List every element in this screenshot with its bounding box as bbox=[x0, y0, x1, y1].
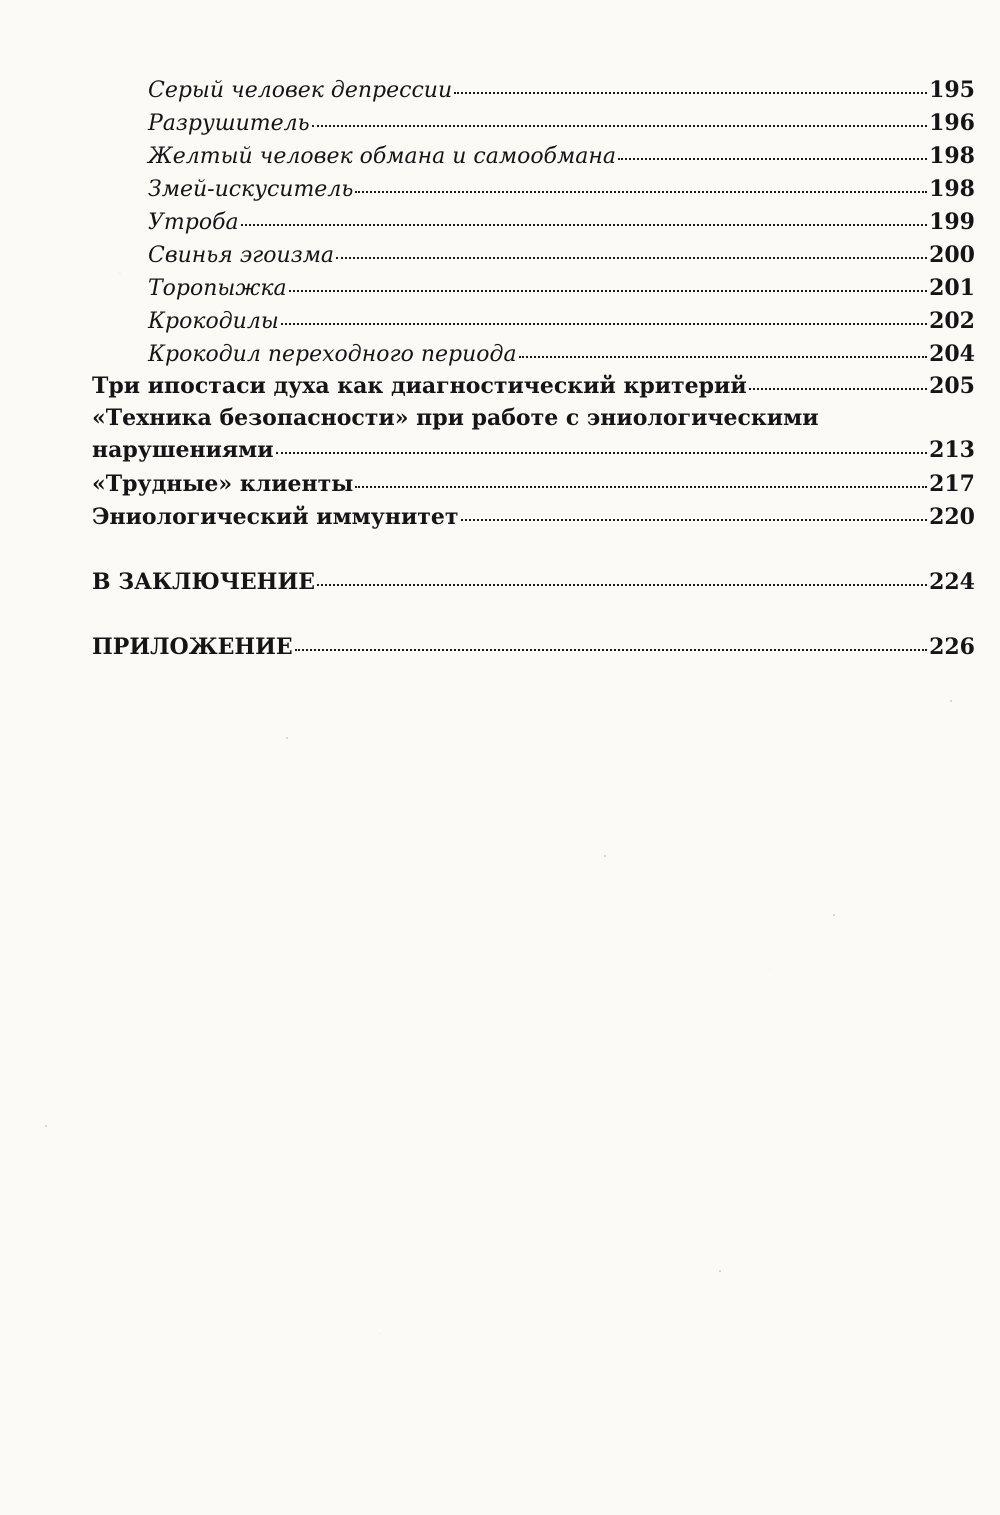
toc-entry[interactable] bbox=[92, 470, 975, 499]
toc-entry-title-line2: нарушениями bbox=[92, 437, 274, 463]
toc-entry-page: 204 bbox=[929, 341, 975, 367]
toc-entry[interactable] bbox=[148, 307, 975, 336]
dot-leader bbox=[461, 518, 928, 521]
toc-section[interactable] bbox=[92, 568, 975, 597]
toc-entry-title: Разрушитель bbox=[148, 111, 310, 136]
toc-entry-title: Серый человек депрессии bbox=[148, 78, 453, 103]
toc-entry[interactable] bbox=[148, 208, 975, 237]
dot-leader bbox=[519, 355, 927, 358]
toc-entry[interactable] bbox=[148, 274, 975, 303]
scan-speck bbox=[950, 700, 952, 702]
toc-entry[interactable] bbox=[148, 340, 975, 369]
dot-leader bbox=[317, 583, 927, 586]
dot-leader bbox=[454, 91, 927, 94]
toc-entry-title: Три ипостаси духа как диагностический критерий bbox=[92, 373, 747, 399]
toc-entry[interactable] bbox=[148, 142, 975, 171]
dot-leader bbox=[289, 289, 927, 292]
toc-entry-page: 198 bbox=[929, 143, 975, 169]
dot-leader bbox=[295, 648, 927, 651]
scan-speck bbox=[45, 1125, 47, 1127]
toc-entry-page: 200 bbox=[929, 242, 975, 268]
dot-leader bbox=[355, 485, 927, 488]
scan-speck bbox=[286, 737, 288, 739]
toc-entry-page: 199 bbox=[929, 209, 975, 235]
toc-entry-title: Утроба bbox=[148, 210, 239, 235]
scan-speck bbox=[604, 855, 606, 857]
dot-leader bbox=[276, 451, 927, 454]
dot-leader bbox=[618, 157, 927, 160]
toc-entry-title: Торопыжка bbox=[148, 276, 287, 301]
toc-entry-page: 205 bbox=[929, 373, 975, 399]
toc-entry-title: Крокодилы bbox=[148, 309, 279, 334]
toc-section-title: ПРИЛОЖЕНИЕ bbox=[92, 634, 293, 660]
toc-entry-page: 213 bbox=[929, 437, 975, 463]
toc-entry[interactable] bbox=[92, 436, 975, 465]
toc-entry[interactable] bbox=[92, 372, 975, 401]
toc-entry-page: 220 bbox=[929, 504, 975, 530]
toc-entry[interactable] bbox=[148, 76, 975, 105]
toc-entry-title: Эниологический иммунитет bbox=[92, 504, 459, 530]
dot-leader bbox=[355, 190, 927, 193]
toc-entry-page: 195 bbox=[929, 77, 975, 103]
dot-leader bbox=[749, 387, 927, 390]
toc-entry[interactable] bbox=[148, 241, 975, 270]
dot-leader bbox=[241, 223, 927, 226]
toc-entry-title: Желтый человек обмана и самообмана bbox=[148, 144, 616, 169]
dot-leader bbox=[281, 322, 927, 325]
toc-entry-page: 202 bbox=[929, 308, 975, 334]
toc-entry[interactable] bbox=[92, 503, 975, 532]
toc-section[interactable] bbox=[92, 633, 975, 662]
toc-entry[interactable] bbox=[148, 175, 975, 204]
toc-entry-title: Свинья эгоизма bbox=[148, 243, 335, 268]
toc-entry-page: 201 bbox=[929, 275, 975, 301]
scan-speck bbox=[833, 914, 835, 916]
toc-section-title: В ЗАКЛЮЧЕНИЕ bbox=[92, 569, 316, 595]
scan-speck bbox=[719, 1270, 721, 1272]
toc-entry-title: Крокодил переходного периода bbox=[148, 342, 517, 367]
toc-entry-title: «Трудные» клиенты bbox=[92, 471, 354, 497]
dot-leader bbox=[336, 256, 927, 259]
toc-section-page: 224 bbox=[929, 569, 975, 595]
toc-entry-title-line1[interactable]: «Техника безопасности» при работе с эниологическими bbox=[92, 405, 819, 431]
toc-entry-page: 198 bbox=[929, 176, 975, 202]
dot-leader bbox=[312, 124, 927, 127]
toc-entry[interactable] bbox=[148, 109, 975, 138]
toc-entry-page: 217 bbox=[929, 471, 975, 497]
toc-entry-title: Змей-искуситель bbox=[148, 177, 354, 202]
toc-entry-page: 196 bbox=[929, 110, 975, 136]
toc-section-page: 226 bbox=[929, 634, 975, 660]
